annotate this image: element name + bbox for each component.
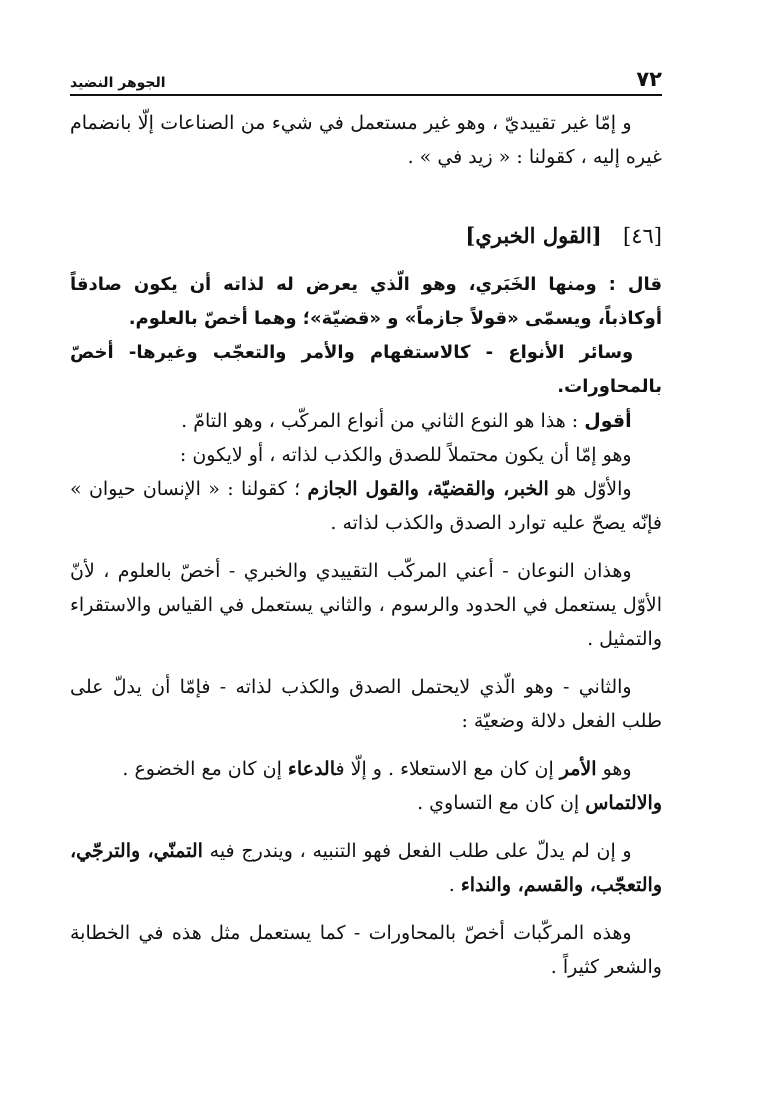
text-span: وهو [596,758,632,780]
paragraph-iltimas [70,786,662,820]
sharh-text: : هذا هو النوع الثاني من أنواع المركّب ، وهو التامّ . [181,410,585,432]
paragraph-last: وهذه المركّبات أخصّ بالمحاورات - كما يستعمل مثل هذه في الخطابة والشعر كثيراً . [70,922,662,978]
paragraph-possibility: وهو إمّا أن يكون محتملاً للصدق والكذب لذاته ، أو لايكون : [179,444,632,466]
text-span: ؛ كقولنا : « الإنسان حيوان » فإنّه يصحّ عليه توارد الصدق والكذب لذاته . [70,478,662,534]
text-span: إن كان مع الاستعلاء . و إلّا ف [335,758,560,780]
section-heading [70,218,662,254]
text-span: إن كان مع الخضوع . [122,758,288,780]
bold-term-iltimas: والالتماس [585,792,662,814]
section-title: [القول الخبري] [465,223,602,248]
page-body [70,106,662,984]
paragraph-two-kinds: وهذان النوعان - أعني المركّب التقييدي والخبري - أخصّ بالعلوم ، لأنّ الأوّل يستعمل في الحدود والرسوم ، والثاني يستعمل في القياس والاستقراء والتمثيل . [70,560,662,650]
text-span: والأوّل هو [548,478,632,500]
page-header [70,58,662,96]
section-number: [٤٦] [623,224,662,248]
text-span: و إن لم يدلّ على طلب الفعل فهو التنبيه ، ويندرج فيه [202,840,632,862]
bold-term-amr: الأمر [559,758,597,780]
sharh-paragraph [70,404,662,438]
paragraph-tanbih [70,834,662,902]
bold-terms: الخبر، والقضيّة، والقول الجازم [307,478,549,500]
page-number: ٧٢ [636,67,662,91]
matn-paragraph-other-types: وسائر الأنواع - كالاستفهام والأمر والتعجّب وغيرها- أخصّ بالمحاورات. [70,342,662,397]
paragraph-first-type [70,472,662,540]
matn-paragraph-khabari [70,268,662,336]
bold-terms-tanbih: التمنّي، والترجّي، والتعجّب، والقسم، والنداء [70,840,662,896]
text-span: إن كان مع التساوي . [417,792,586,814]
paragraph-second-type: والثاني - وهو الّذي لايحتمل الصدق والكذب لذاته - فإمّا أن يدلّ على طلب الفعل دلالة وضعيّة : [70,676,662,732]
paragraph-non-restrictive: و إمّا غير تقييديّ ، وهو غير مستعمل في شيء من الصناعات إلّا بانضمام غيره إليه ، كقولنا : « زيد في » . [70,112,662,168]
book-page [70,58,662,984]
qala-keyword: قال [627,274,662,295]
running-title: الجوهر النضيد [70,75,166,91]
text-span: . [448,874,461,896]
bold-term-duaa: الدعاء [287,758,336,780]
aqulu-keyword: أقول [584,410,632,432]
matn-text: : ومنها الخَبَري، وهو الّذي يعرض له لذاته أن يكون صادقاً أوكاذباً، ويسمّى «قولاً جازماً» و «قضيّة»؛ وهما أخصّ بالعلوم. [70,274,662,329]
paragraph-amr [70,752,662,786]
